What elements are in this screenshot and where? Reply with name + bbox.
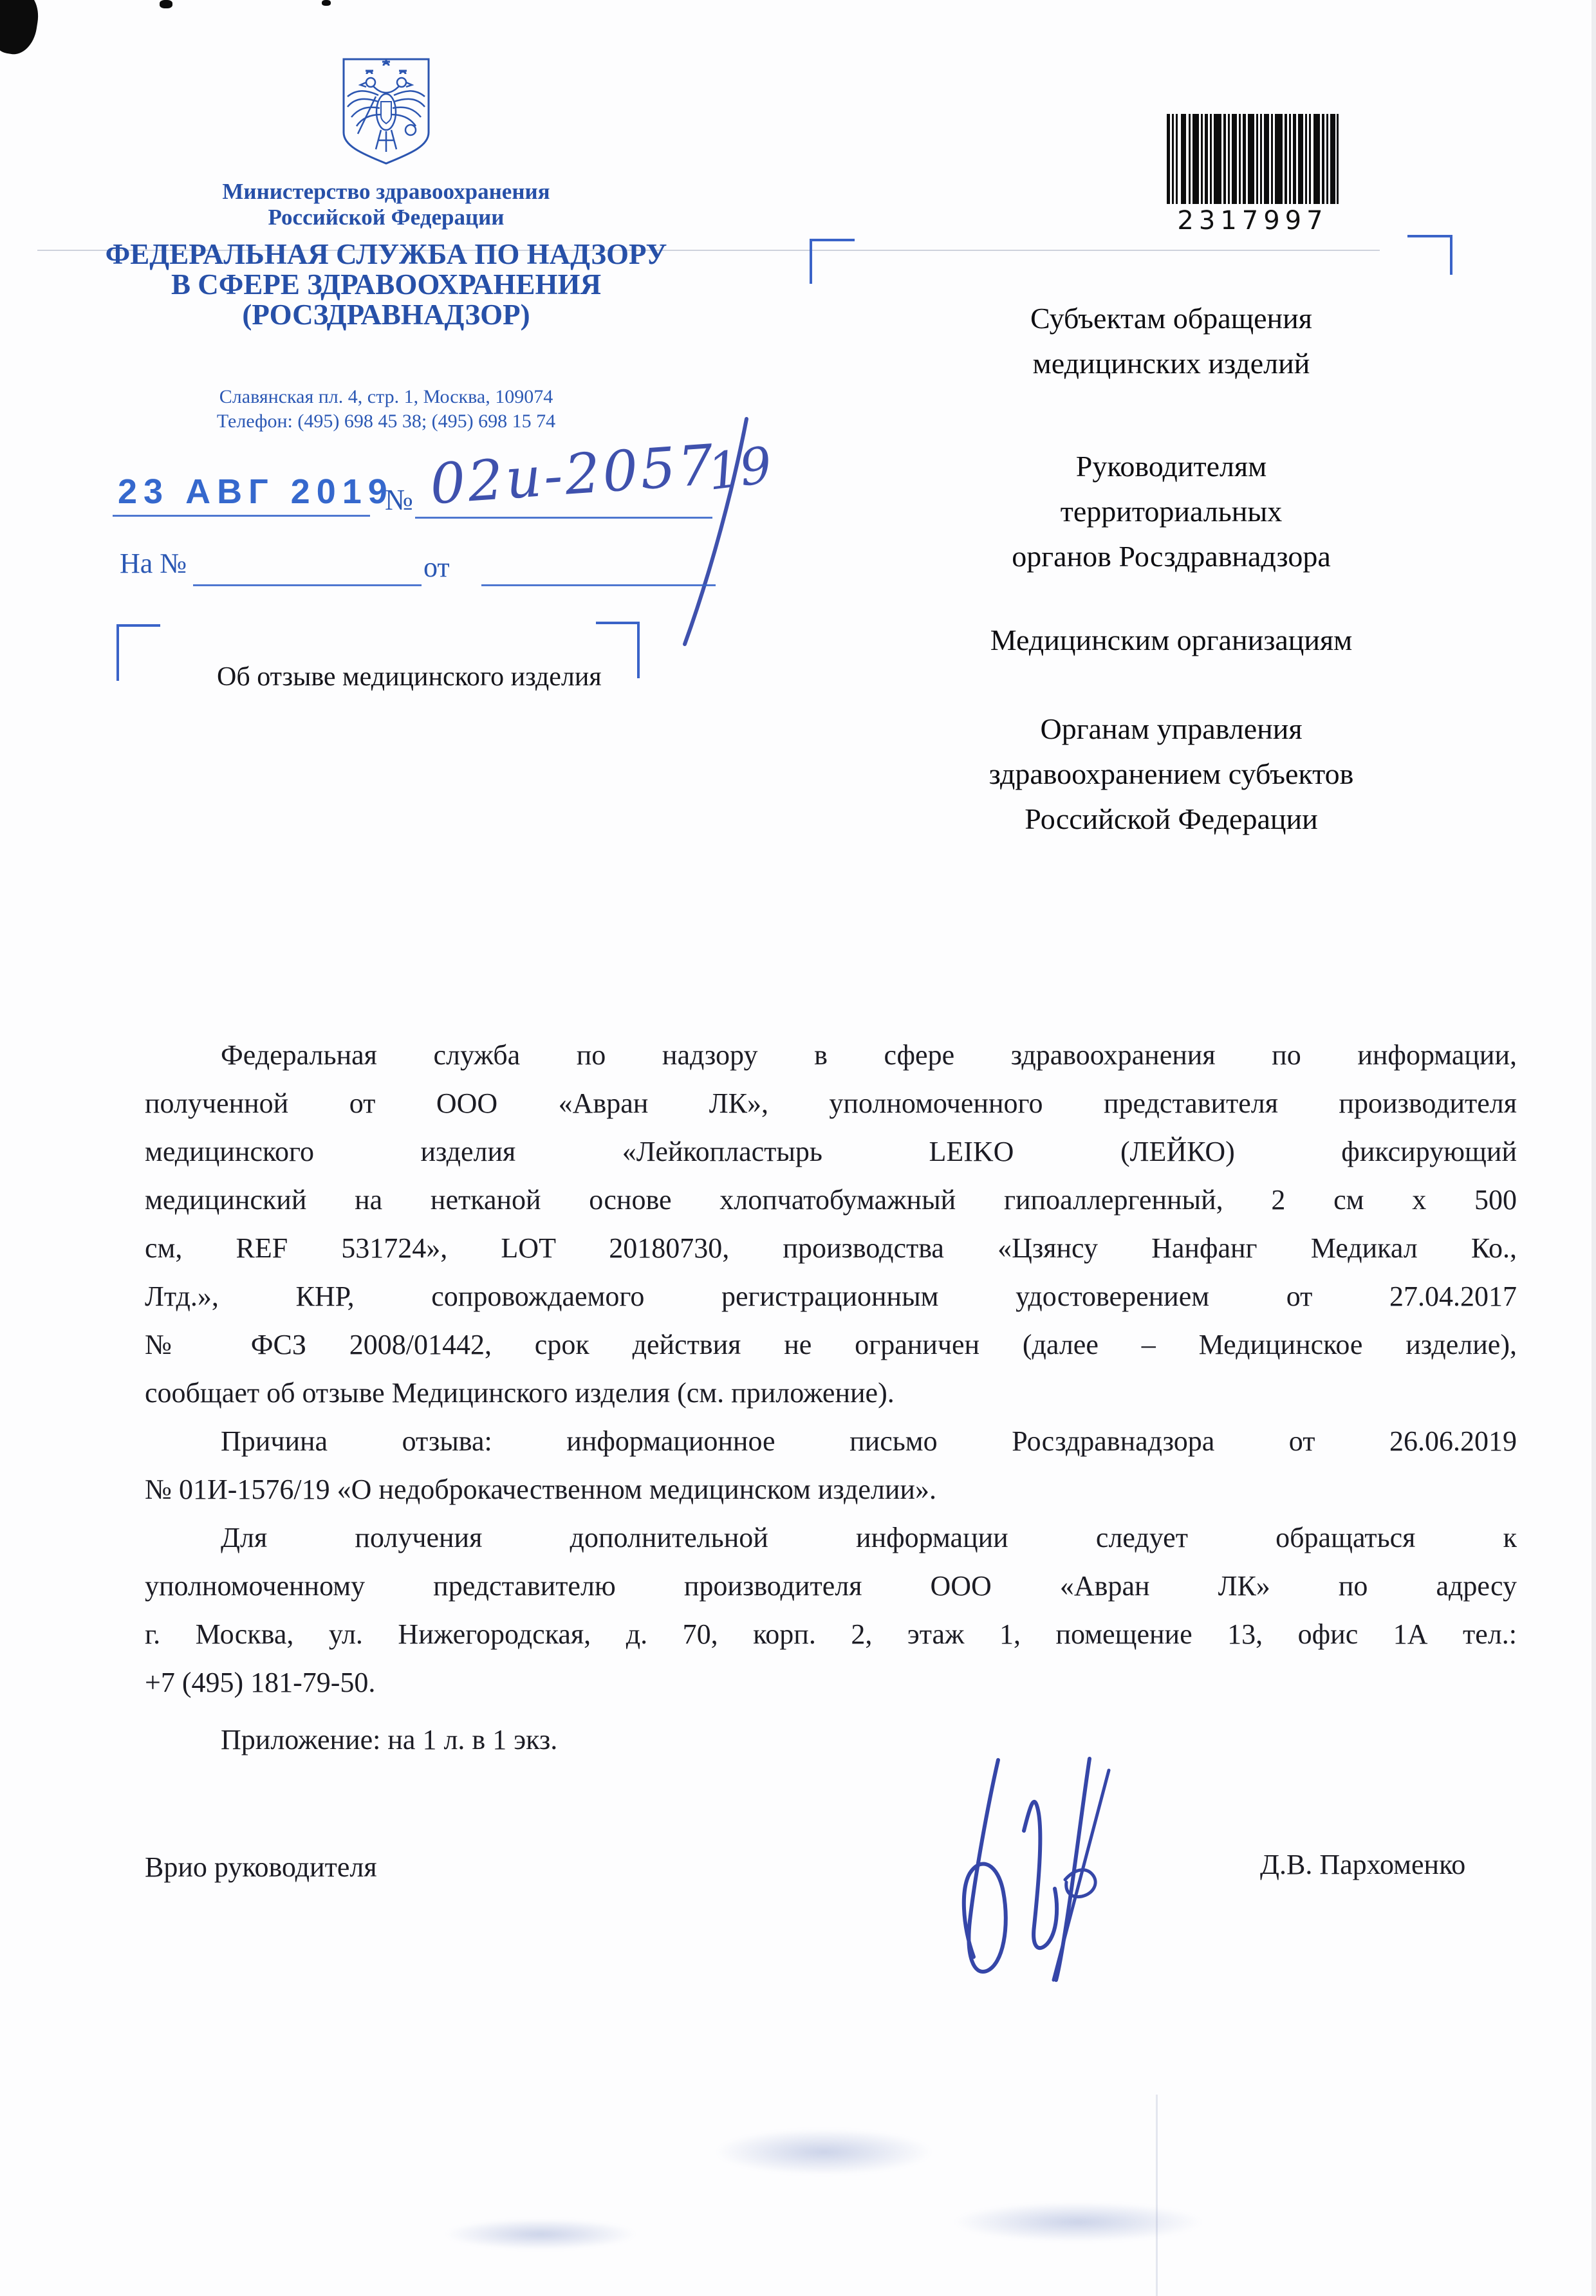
org-contact <box>90 385 682 434</box>
addressee-group-2 <box>856 444 1487 579</box>
number-sign: № <box>385 483 413 516</box>
body-line: Федеральная служба по надзору в сфере здравоохранения по информации, <box>221 1039 1517 1071</box>
body-line: г. Москва, ул. Нижегородская, д. 70, корп. 2, этаж 1, помещение 13, офис 1А тел.: <box>145 1618 1517 1650</box>
addressee-line: Руководителям <box>1075 450 1267 483</box>
number-underline <box>415 517 712 519</box>
body-line: № ФСЗ 2008/01442, срок действия не ограничен (далее – Медицинское изделие), <box>145 1329 1517 1360</box>
scan-artifact <box>714 2129 933 2175</box>
body-line: медицинского изделия «Лейкопластырь LEIKO (ЛЕЙКО) фиксирующий <box>145 1136 1517 1167</box>
addressee-group-4 <box>856 707 1487 842</box>
service-line1: ФЕДЕРАЛЬНАЯ СЛУЖБА ПО НАДЗОРУ <box>105 238 667 270</box>
ministry-line2: Российской Федерации <box>268 205 505 230</box>
scan-artifact <box>322 0 331 6</box>
signer-name: Д.В. Пархоменко <box>1260 1849 1466 1880</box>
body-line: № 01И-1576/19 «О недоброкачественном медицинском изделии». <box>145 1474 936 1505</box>
subject-line: Об отзыве медицинского изделия <box>217 662 602 692</box>
addressee-line: территориальных <box>1060 495 1283 528</box>
body-line: Лтд.», КНР, сопровождаемого регистрационным удостоверением от 27.04.2017 <box>145 1281 1517 1312</box>
body-line: медицинский на нетканой основе хлопчатобумажный гипоаллергенный, 2 см х 500 <box>145 1184 1517 1216</box>
addressee-line: Органам управления <box>1040 712 1303 745</box>
service-name <box>90 239 682 330</box>
scan-artifact <box>160 0 172 8</box>
outgoing-number-year: 19 <box>704 436 775 502</box>
signature-ink <box>872 1754 1149 1988</box>
scan-artifact <box>1591 0 1596 2296</box>
crop-mark-lower-right <box>596 622 640 678</box>
barcode-number: 2317997 <box>1177 206 1328 236</box>
body-line: Для получения дополнительной информации следует обращаться к <box>221 1522 1517 1553</box>
date-stamp: 23 АВГ 2019 <box>118 472 394 511</box>
ministry-line1: Министерство здравоохранения <box>222 179 550 204</box>
scan-artifact <box>1156 2095 1158 2296</box>
addressee-line: органов Росздравнадзора <box>1012 540 1331 573</box>
body-line: сообщает об отзыве Медицинского изделия (см. приложение). <box>145 1377 895 1409</box>
body-line: уполномоченному представителю производителя ООО «Авран ЛК» по адресу <box>145 1570 1517 1602</box>
addressee-group-1 <box>856 296 1487 386</box>
attachment-note: Приложение: на 1 л. в 1 экз. <box>221 1724 558 1755</box>
ministry-name <box>90 179 682 230</box>
addressee-line: медицинских изделий <box>1032 347 1310 380</box>
crop-mark-lower-left <box>116 624 160 681</box>
scan-artifact <box>444 2219 637 2250</box>
addressee-block <box>856 296 1487 842</box>
scan-artifact <box>0 0 42 57</box>
handwritten-slash <box>674 415 758 653</box>
addressee-line: Медицинским организациям <box>990 624 1353 656</box>
outgoing-number-handwritten: 02и-2057 <box>428 432 718 517</box>
addressee-line: Субъектам обращения <box>1030 302 1312 335</box>
incoming-date-label: от <box>423 551 450 583</box>
body-line: см, REF 531724», LOT 20180730, производства «Цзянсу Нанфанг Медикал Ко., <box>145 1232 1517 1264</box>
addressee-line: здравоохранением субъектов <box>988 757 1354 790</box>
body-line: Причина отзыва: информационное письмо Росздравнадзора от 26.06.2019 <box>221 1425 1517 1457</box>
letter-body <box>145 1031 1517 1707</box>
incoming-number-label: На № <box>120 548 187 579</box>
scan-artifact <box>952 2202 1203 2242</box>
signer-position: Врио руководителя <box>145 1851 377 1883</box>
body-line: полученной от ООО «Авран ЛК», уполномоченного представителя производителя <box>145 1088 1517 1119</box>
org-phone: Телефон: (495) 698 45 38; (495) 698 15 74 <box>216 411 556 432</box>
body-line: +7 (495) 181-79-50. <box>145 1667 376 1698</box>
addressee-group-3 <box>856 618 1487 663</box>
incoming-date-underline <box>481 584 716 586</box>
barcode <box>1167 114 1339 207</box>
service-line2: В СФЕРЕ ЗДРАВООХРАНЕНИЯ <box>171 268 602 301</box>
addressee-line: Российской Федерации <box>1025 802 1318 835</box>
crop-mark-address-left <box>810 239 855 284</box>
crop-mark-address-right <box>1407 235 1452 275</box>
date-underline <box>113 515 370 517</box>
org-address: Славянская пл. 4, стр. 1, Москва, 109074 <box>219 386 553 407</box>
incoming-number-underline <box>193 584 422 586</box>
coat-of-arms <box>327 55 445 172</box>
service-line3: (РОСЗДРАВНАДЗОР) <box>242 299 530 331</box>
